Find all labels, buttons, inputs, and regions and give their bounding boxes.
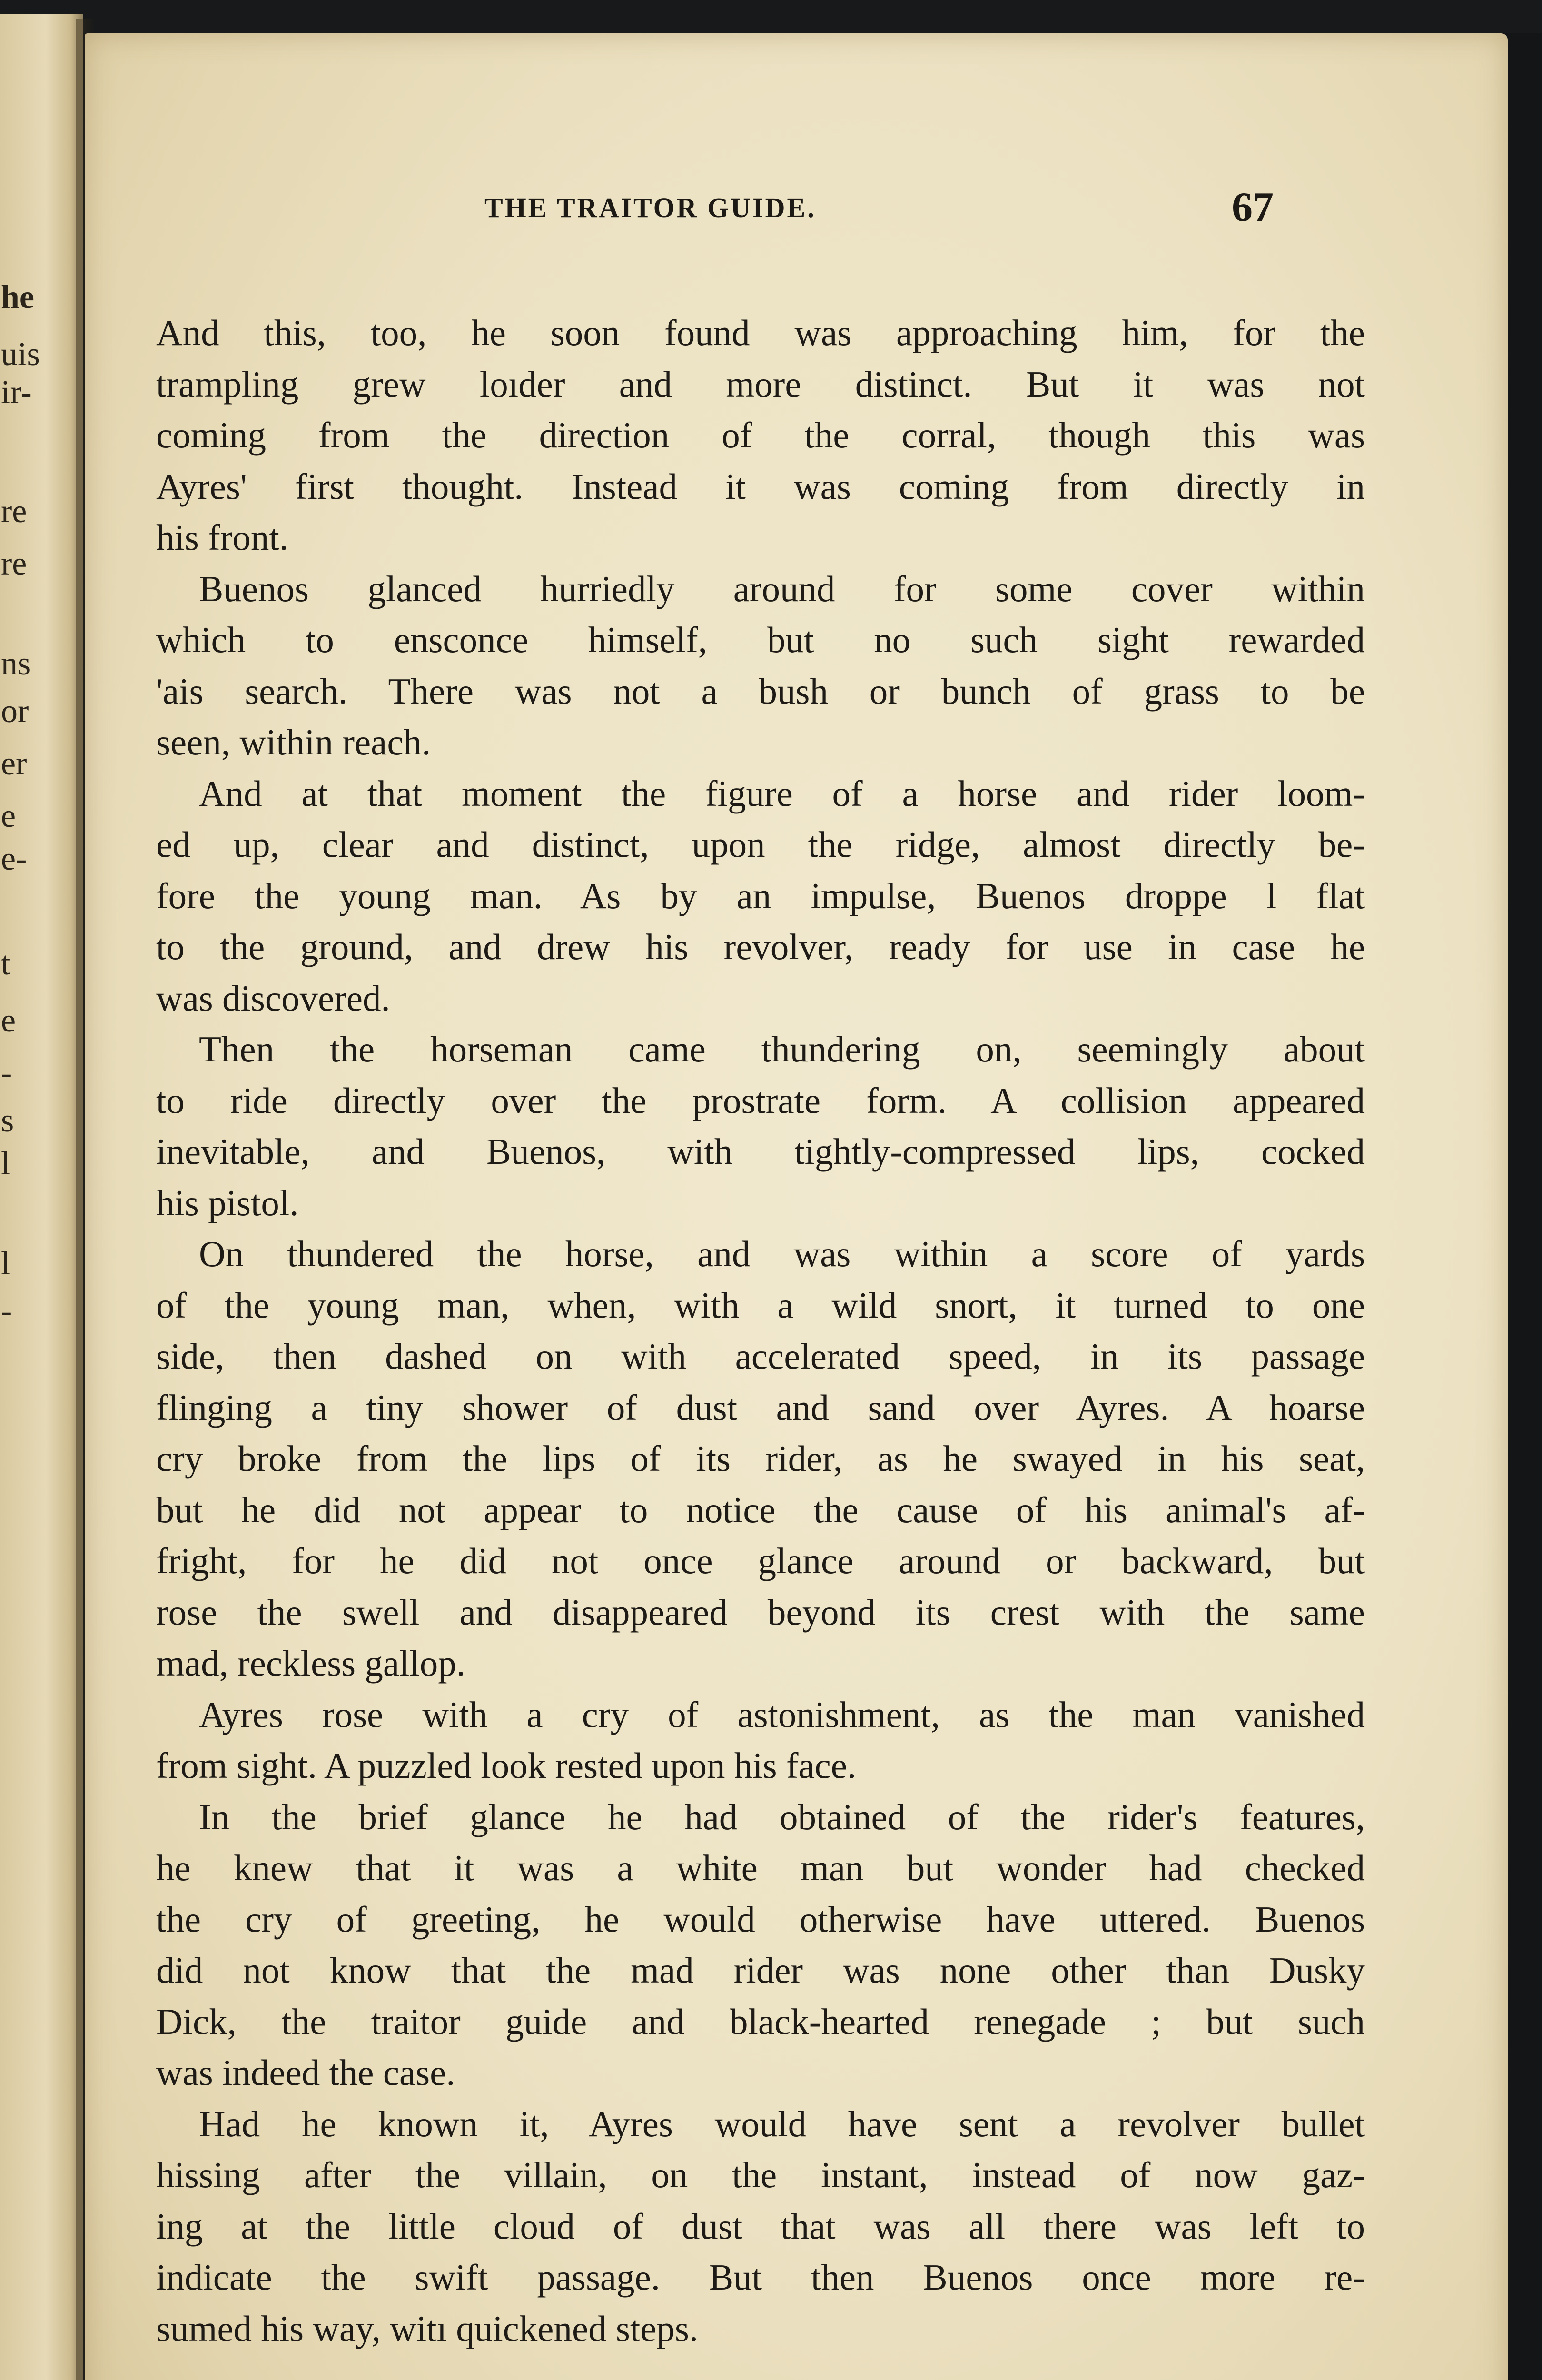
text-line: indicate the swift passage. But then Buenos once more re-	[156, 2257, 1365, 2298]
facing-page-text-fragment: e-	[1, 843, 27, 876]
text-line: And at that moment the figure of a horse and rider loom-	[199, 773, 1365, 814]
text-line: his pistol.	[156, 1182, 299, 1223]
facing-page-edge	[0, 14, 83, 2380]
text-line: Dick, the traitor guide and black-hearted renegade ; but such	[156, 2001, 1365, 2042]
text-line: On thundered the horse, and was within a score of yards	[199, 1233, 1365, 1274]
text-line: was indeed the case.	[156, 2052, 455, 2093]
text-line: Buenos glanced hurriedly around for some cover within	[199, 568, 1365, 609]
text-line: sumed his way, witı quickened steps.	[156, 2308, 699, 2349]
text-line: Then the horseman came thundering on, seemingly about	[199, 1029, 1365, 1070]
facing-page-text-fragment: e	[1, 800, 16, 833]
text-line: he knew that it was a white man but wonder had checked	[156, 1847, 1365, 1888]
text-line: ing at the little cloud of dust that was all there was left to	[156, 2206, 1365, 2247]
text-line: 'ais search. There was not a bush or bunch of grass to be	[156, 671, 1365, 712]
text-line: mad, reckless gallop.	[156, 1643, 466, 1684]
text-line: In the brief glance he had obtained of the rider's features,	[199, 1796, 1365, 1837]
text-line: from sight. A puzzled look rested upon his face.	[156, 1745, 857, 1786]
text-line: but he did not appear to notice the cause of his animal's af-	[156, 1489, 1365, 1530]
body-text	[85, 307, 1508, 2378]
text-line: Had he known it, Ayres would have sent a revolver bullet	[199, 2103, 1365, 2144]
text-line: side, then dashed on with accelerated speed, in its passage	[156, 1336, 1365, 1377]
text-line: which to ensconce himself, but no such sight rewarded	[156, 619, 1365, 660]
facing-page-text-fragment: or	[1, 695, 29, 728]
text-line: hissing after the villain, on the instant, instead of now gaz-	[156, 2154, 1365, 2195]
facing-page-text-fragment: er	[1, 747, 27, 781]
page-header	[85, 183, 1508, 236]
facing-page-text-fragment: -	[1, 1295, 12, 1328]
text-line: rose the swell and disappeared beyond its crest with the same	[156, 1592, 1365, 1633]
text-line: Ayres rose with a cry of astonishment, as the man vanished	[199, 1694, 1365, 1735]
text-line: was discovered.	[156, 978, 390, 1019]
facing-page-text-fragment: ns	[1, 647, 31, 681]
facing-page-text-fragment: e	[1, 1004, 16, 1038]
facing-page-text-fragment: l	[1, 1247, 10, 1280]
text-line: his front.	[156, 517, 289, 558]
text-line: of the young man, when, with a wild snort, it turned to one	[156, 1285, 1365, 1326]
text-line: Ayres' first thought. Instead it was coming from directly in	[156, 466, 1365, 507]
text-line: And this, too, he soon found was approaching him, for the	[156, 312, 1365, 353]
scanner-background	[0, 0, 1542, 33]
facing-page-text-fragment: t	[1, 947, 10, 981]
text-line: to ride directly over the prostrate form. A collision appeared	[156, 1080, 1365, 1121]
facing-page-text-fragment: s	[1, 1104, 14, 1138]
text-line: coming from the direction of the corral, though this was	[156, 415, 1365, 456]
text-line: to the ground, and drew his revolver, ready for use in case he	[156, 926, 1365, 967]
text-line: inevitable, and Buenos, with tightly-compressed lips, cocked	[156, 1131, 1365, 1172]
text-line: fright, for he did not once glance around or backward, but	[156, 1540, 1365, 1581]
running-head: THE TRAITOR GUIDE.	[484, 192, 816, 223]
text-line: ed up, clear and distinct, upon the ridge, almost directly be-	[156, 824, 1365, 865]
text-line: did not know that the mad rider was none other than Dusky	[156, 1950, 1365, 1991]
facing-page-text-fragment: -	[1, 1057, 12, 1090]
facing-page-text-fragment: re	[1, 547, 27, 581]
book-page	[85, 33, 1508, 2380]
text-line: the cry of greeting, he would otherwise have uttered. Buenos	[156, 1899, 1365, 1940]
facing-page-text-fragment: re	[1, 495, 27, 528]
text-line: flinging a tiny shower of dust and sand over Ayres. A hoarse	[156, 1387, 1365, 1428]
facing-page-text-fragment: ir-	[1, 376, 32, 409]
facing-page-text-fragment: he	[1, 281, 34, 314]
text-line: seen, within reach.	[156, 722, 431, 763]
text-line: fore the young man. As by an impulse, Buenos droppe l flat	[156, 875, 1365, 916]
facing-page-text-fragment: uis	[1, 338, 40, 371]
page-number: 67	[1232, 184, 1274, 230]
facing-page-text-fragment: l	[1, 1147, 10, 1180]
text-line: trampling grew loıder and more distinct. But it was not	[156, 364, 1365, 405]
text-line: cry broke from the lips of its rider, as he swayed in his seat,	[156, 1438, 1365, 1479]
